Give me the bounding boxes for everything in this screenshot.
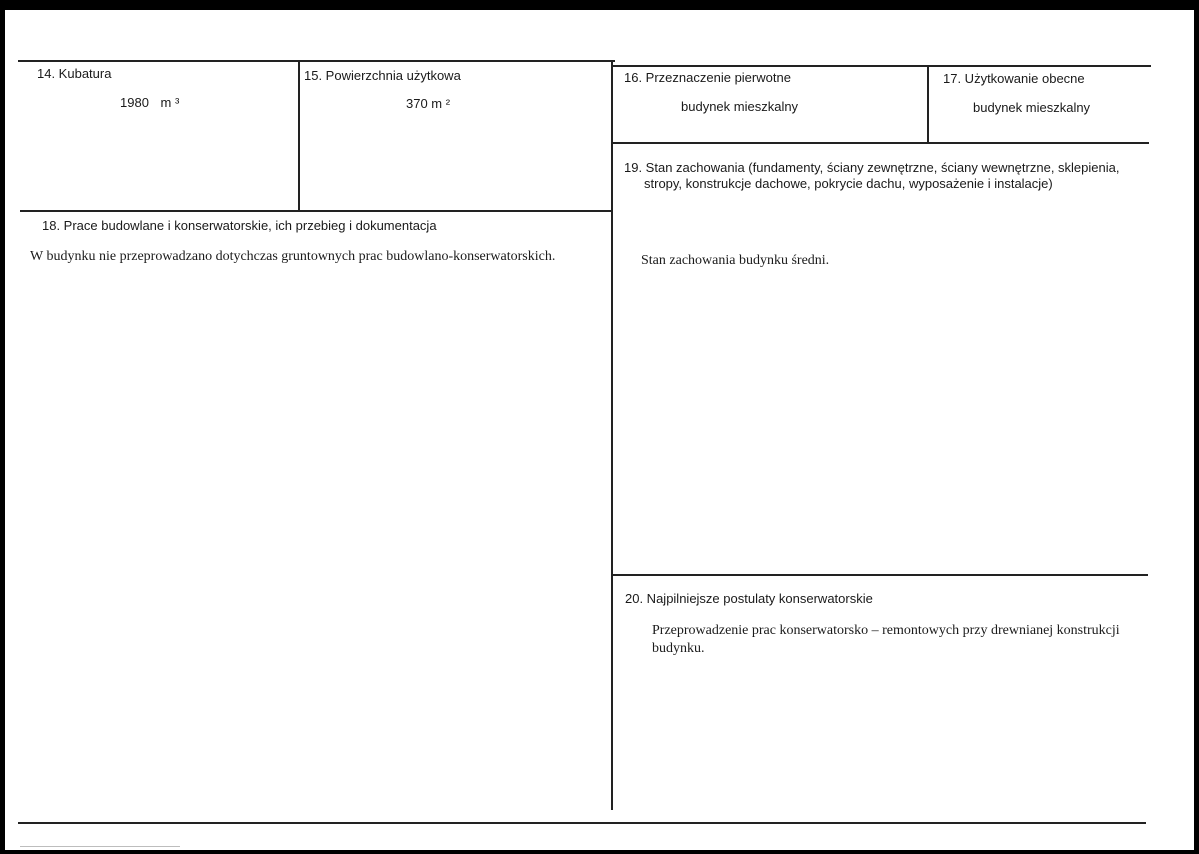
field-18-value: W budynku nie przeprowadzano dotychczas gruntownych prac budowlano-konserwatorskich. [30,249,556,264]
field-19-label-line2: stropy, konstrukcje dachowe, pokrycie dachu, wyposażenie i instalacje) [644,176,1053,191]
scan-artifact-mark [20,846,180,847]
field-19-value: Stan zachowania budynku średni. [641,253,830,268]
field-16-label: 16. Przeznaczenie pierwotne [624,70,791,85]
top-border-right [613,65,1151,67]
field-14-value [120,95,179,111]
cubature-unit: m ³ [160,95,180,110]
field-17-label: 17. Użytkowanie obecne [943,71,1085,86]
divider-16-17 [927,66,929,144]
cubature-number: 1980 [120,95,149,110]
top-border-left [18,60,615,62]
field-20-label: 20. Najpilniejsze postulaty konserwatorskie [625,591,873,606]
row-divider-19-20 [613,574,1148,576]
field-14-label: 14. Kubatura [37,66,112,81]
bottom-border [18,822,1146,824]
form-sheet [5,10,1194,850]
field-15-value: 370 m ² [406,96,451,111]
field-18-label: 18. Prace budowlane i konserwatorskie, ich przebieg i dokumentacja [42,218,437,233]
field-17-value: budynek mieszkalny [973,100,1091,115]
field-15-label: 15. Powierzchnia użytkowa [304,68,461,83]
field-19-label-line1: 19. Stan zachowania (fundamenty, ściany zewnętrzne, ściany wewnętrzne, sklepienia, [624,160,1120,175]
main-vertical-divider [611,62,613,810]
field-16-value: budynek mieszkalny [681,99,799,114]
row-divider-14-18 [20,210,613,212]
row-divider-16-19 [613,142,1149,144]
field-20-value: Przeprowadzenie prac konserwatorsko – remontowych przy drewnianej konstrukcji budynku. [652,623,1120,656]
divider-14-15 [298,61,300,212]
